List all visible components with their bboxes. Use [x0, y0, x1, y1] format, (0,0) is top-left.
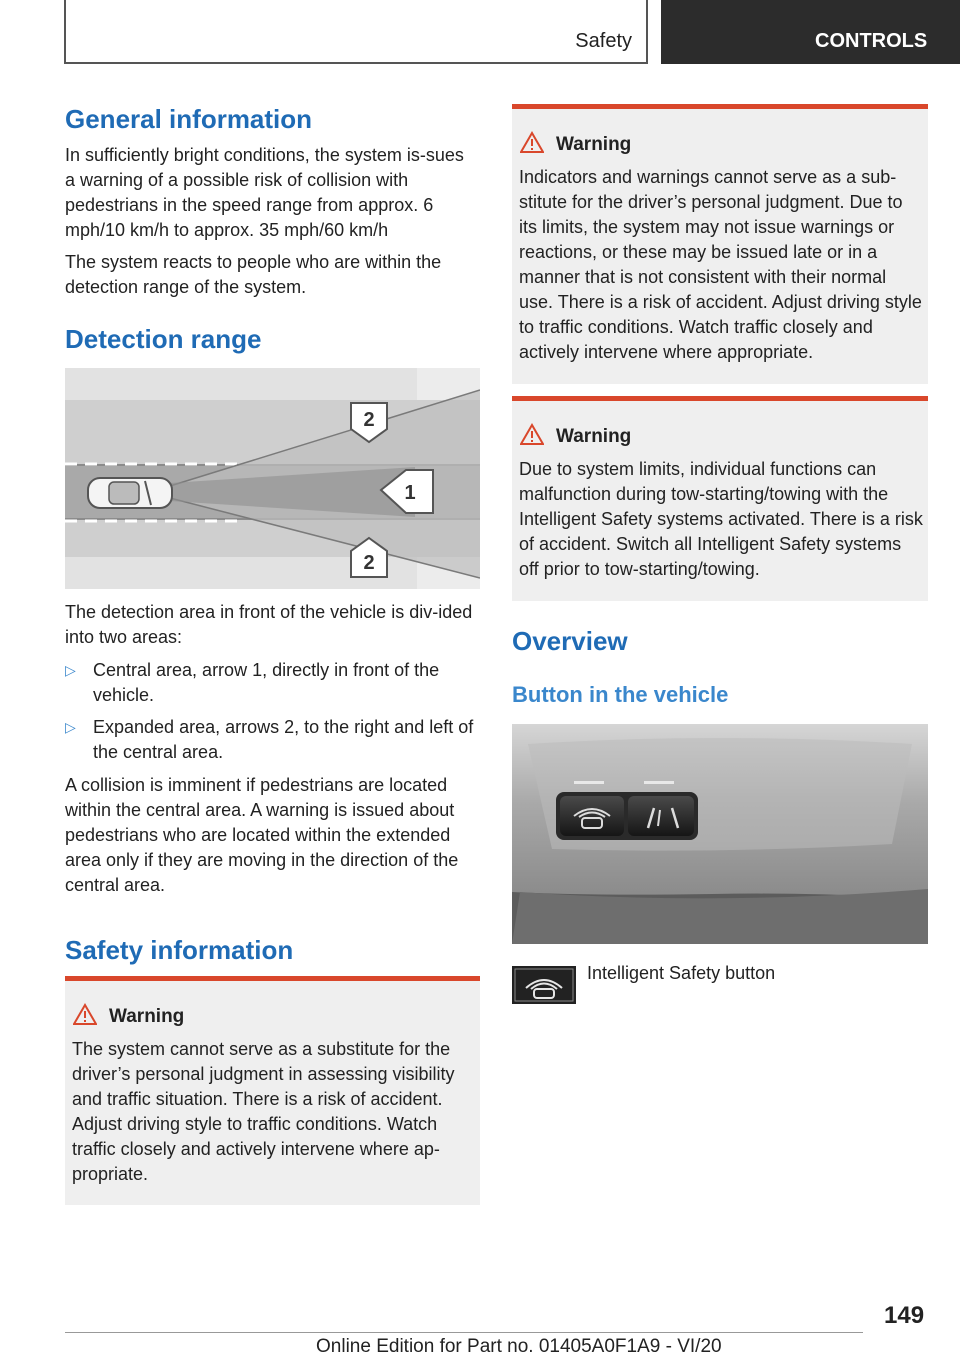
- intelligent-safety-button: [560, 796, 624, 836]
- bullet-text-2: Expanded area, arrows 2, to the right and left of the central area.: [93, 717, 474, 762]
- button-photo: [512, 724, 928, 944]
- warning-title-1: Warning: [109, 1006, 185, 1027]
- paragraph-general-1: In sufficiently bright conditions, the system is-sues a warning of a possible risk of collision with pedestrians in the speed range from approx. 6 mph/10 km/h to approx. 35 mph/60 km/h: [65, 145, 464, 240]
- heading-general-information: General information: [65, 104, 313, 134]
- triangle-bullet-icon: ▷: [65, 719, 76, 735]
- warning-header-2: [520, 131, 631, 156]
- lane-departure-button: [628, 796, 694, 836]
- warning-box-3: [512, 396, 928, 601]
- page-number: 149: [884, 1302, 925, 1329]
- warning-triangle-icon: [520, 423, 544, 445]
- bullet-item-2: [65, 715, 477, 765]
- intelligent-safety-button-icon: [512, 966, 576, 1004]
- warning-text-1: The system cannot serve as a substitute for the driver’s personal judgment in assessing visibility and traffic situation. There is a risk of accident. Adjust driving style to traffic conditions. Watch traffic closely and actively intervene where ap-propriate.: [72, 1039, 455, 1184]
- heading-overview: Overview: [512, 626, 628, 656]
- paragraph-detection-2: A collision is imminent if pedestrians are located within the central area. A warning is issued about pedestrians who are located within the extended area only if they are moving in the direction of the central area.: [65, 775, 459, 895]
- heading-button-in-vehicle: Button in the vehicle: [512, 682, 729, 707]
- header-section-box: [64, 0, 648, 64]
- figure-label-2-top: 2: [363, 409, 375, 431]
- warning-text-2: Indicators and warnings cannot serve as a sub-stitute for the driver’s personal judgment. Due to its limits, the system may not issue warnings or reactions, or these may be issued late or in a manner that is not consistent with their normal use. There is a risk of accident. Adjust driving style to traffic conditions. Watch traffic closely and actively intervene where appropriate.: [519, 167, 922, 362]
- warning-triangle-icon: [520, 131, 544, 153]
- warning-triangle-icon: [73, 1003, 97, 1025]
- button-caption: Intelligent Safety button: [587, 963, 776, 983]
- triangle-bullet-icon: ▷: [65, 662, 76, 678]
- footer-divider: [65, 1332, 863, 1333]
- bullet-text-1: Central area, arrow 1, directly in front of the vehicle.: [93, 660, 440, 705]
- heading-safety-information: Safety information: [65, 935, 294, 965]
- heading-detection-range: Detection range: [65, 324, 262, 354]
- car-icon: [88, 478, 172, 508]
- detection-range-figure: [65, 368, 480, 589]
- warning-header-3: [520, 423, 631, 448]
- header-chapter-tab: CONTROLS: [661, 0, 960, 64]
- paragraph-general-2: The system reacts to people who are within the detection range of the system.: [65, 252, 442, 297]
- header-section-title: Safety: [575, 30, 632, 52]
- paragraph-detection-1: The detection area in front of the vehicle is div-ided into two areas:: [65, 602, 473, 647]
- warning-header-1: [73, 1003, 184, 1028]
- footer-edition: Online Edition for Part no. 01405A0F1A9 - VI/20: [316, 1336, 722, 1357]
- warning-title-3: Warning: [556, 426, 632, 447]
- warning-text-3: Due to system limits, individual functions can malfunction during tow-starting/towing with the Intelligent Safety systems activated. There is a risk of accident. Switch all Intelligent Safety systems off prior to tow-starting/towing.: [519, 459, 923, 579]
- figure-label-2-bottom: 2: [363, 552, 375, 574]
- figure-label-1: 1: [404, 482, 416, 504]
- warning-title-2: Warning: [556, 134, 632, 155]
- warning-box-2: [512, 104, 928, 384]
- bullet-item-1: [65, 658, 477, 708]
- warning-box-1: [65, 976, 480, 1205]
